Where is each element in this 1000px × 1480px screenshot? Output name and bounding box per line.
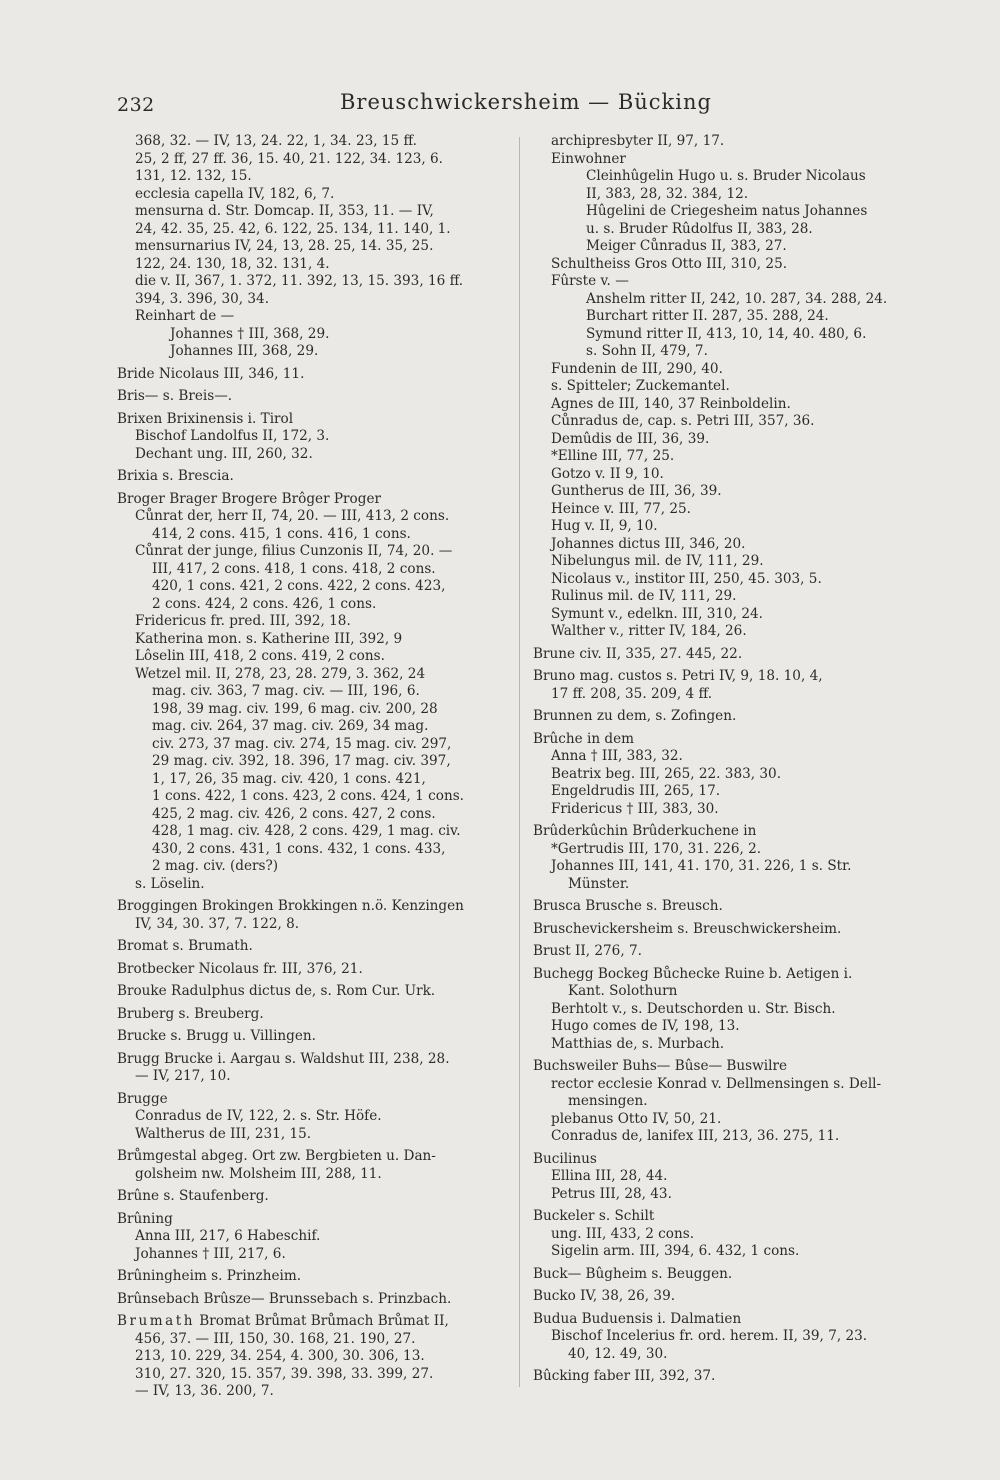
index-entry-heading: Brugge: [117, 1090, 168, 1107]
index-entry-line: mag. civ. 363, 7 mag. civ. — III, 196, 6.: [152, 683, 420, 699]
index-entry-line: Beatrix beg. III, 265, 22. 383, 30.: [551, 765, 782, 782]
index-entry-line: Conradus de IV, 122, 2. s. Str. Höfe.: [135, 1108, 382, 1124]
index-entry-line: Walther v., ritter IV, 184, 26.: [551, 623, 747, 639]
index-entry-line: 414, 2 cons. 415, 1 cons. 416, 1 cons.: [152, 525, 411, 542]
index-entry-line: Meiger Cůnradus II, 383, 27.: [586, 238, 787, 254]
index-entry-line: Symunt v., edelkn. III, 310, 24.: [551, 605, 763, 622]
index-entry-line: Dechant ung. III, 260, 32.: [135, 445, 313, 462]
index-entry-line: Lôselin III, 418, 2 cons. 419, 2 cons.: [135, 648, 385, 664]
index-entry-line: Heince v. III, 77, 25.: [551, 500, 691, 517]
index-entry-line: Engeldrudis III, 265, 17.: [551, 783, 721, 799]
index-entry-line: Gotzo v. II 9, 10.: [551, 465, 664, 482]
index-entry-line: ung. III, 433, 2 cons.: [551, 1225, 695, 1242]
index-entry-heading: Budua Buduensis i. Dalmatien: [533, 1310, 742, 1327]
index-entry-line: s. Spitteler; Zuckemantel.: [551, 378, 730, 394]
index-entry-line: Nicolaus v., institor III, 250, 45. 303, 5.: [551, 570, 822, 587]
index-entry-line: Johannes dictus III, 346, 20.: [551, 535, 746, 552]
index-entry-line: Symund ritter II, 413, 10, 14, 40. 480, 6.: [586, 325, 867, 342]
index-entry-line: Anshelm ritter II, 242, 10. 287, 34. 288, 24.: [586, 290, 888, 307]
index-entry-line: Matthias de, s. Murbach.: [551, 1035, 725, 1052]
index-entry-line: 310, 27. 320, 15. 357, 39. 398, 33. 399, 27.: [135, 1365, 434, 1382]
index-entry-line: II, 383, 28, 32. 384, 12.: [586, 185, 749, 202]
index-entry-line: Anna † III, 383, 32.: [551, 748, 683, 764]
index-entry-line: Münster.: [568, 875, 630, 892]
index-entry-line: Schultheiss Gros Otto III, 310, 25.: [551, 255, 788, 272]
index-entry-line: 40, 12. 49, 30.: [568, 1345, 668, 1362]
index-entry-line: Johannes † III, 368, 29.: [170, 325, 330, 342]
index-entry-line: 1 cons. 422, 1 cons. 423, 2 cons. 424, 1 cons.: [152, 788, 465, 804]
index-entry-heading: Bruschevickersheim s. Breuschwickersheim.: [533, 920, 842, 937]
index-entry-heading: Brunnen zu dem, s. Zofingen.: [533, 708, 737, 724]
index-entry-line: Waltherus de III, 231, 15.: [135, 1125, 312, 1142]
index-column-left: [117, 133, 512, 1401]
index-entry-line: s. Löselin.: [135, 875, 205, 892]
index-entry-heading: Brusca Brusche s. Breusch.: [533, 898, 723, 914]
index-entry-line: Hugo comes de IV, 198, 13.: [551, 1018, 740, 1034]
index-entry-heading: Brûningheim s. Prinzheim.: [117, 1268, 302, 1284]
index-entry-heading: Brûche in dem: [533, 730, 635, 747]
index-entry-line: mensingen.: [568, 1093, 648, 1109]
index-entry-line: 24, 42. 35, 25. 42, 6. 122, 25. 134, 11. 140, 1.: [135, 220, 451, 237]
index-entry-line: 198, 39 mag. civ. 199, 6 mag. civ. 200, 28: [152, 700, 438, 717]
index-entry-heading: Brugg Brucke i. Aargau s. Waldshut III, 238, 28.: [117, 1050, 450, 1067]
index-entry-line: ecclesia capella IV, 182, 6, 7.: [135, 185, 335, 202]
running-head: Breuschwickersheim — Bücking: [340, 90, 712, 114]
index-entry-heading: Bûcking faber III, 392, 37.: [533, 1368, 716, 1384]
index-entry-line: Fridericus † III, 383, 30.: [551, 800, 719, 817]
index-entry-line: Fridericus fr. pred. III, 392, 18.: [135, 613, 351, 629]
index-entry-line: Cůnrat der, herr II, 74, 20. — III, 413, 2 cons.: [135, 508, 450, 524]
index-entry-line: Bischof Incelerius fr. ord. herem. II, 39, 7, 23.: [551, 1328, 868, 1344]
index-entry-line: 2 mag. civ. (ders?): [152, 858, 279, 874]
index-entry-heading: Brucke s. Brugg u. Villingen.: [117, 1028, 316, 1044]
index-entry-line: rector ecclesie Konrad v. Dellmensingen s. Dell-: [551, 1075, 882, 1092]
index-entry-line: Cůnrat der junge, filius Cunzonis II, 74, 20. —: [135, 543, 453, 559]
index-entry-line: Katherina mon. s. Katherine III, 392, 9: [135, 630, 403, 647]
index-entry-heading: Brixen Brixinensis i. Tirol: [117, 410, 294, 427]
index-entry-line: Sigelin arm. III, 394, 6. 432, 1 cons.: [551, 1243, 800, 1259]
index-entry-heading: Bruberg s. Breuberg.: [117, 1005, 264, 1022]
index-entry-line: 25, 2 ff, 27 ff. 36, 15. 40, 21. 122, 34. 123, 6.: [135, 150, 444, 167]
index-entry-line: Johannes † III, 217, 6.: [135, 1245, 286, 1262]
index-entry-heading: Brûnsebach Brûsze— Brunssebach s. Prinzbach.: [117, 1290, 452, 1307]
index-entry-heading: Brouke Radulphus dictus de, s. Rom Cur. Urk.: [117, 983, 436, 999]
index-entry-line: mensurnarius IV, 24, 13, 28. 25, 14. 35, 25.: [135, 238, 434, 254]
index-entry-line: 425, 2 mag. civ. 426, 2 cons. 427, 2 cons.: [152, 805, 436, 822]
index-entry-heading: Bruno mag. custos s. Petri IV, 9, 18. 10, 4,: [533, 668, 823, 684]
spaced-headword: Brumath: [117, 1313, 195, 1329]
index-entry-heading: Bris— s. Breis—.: [117, 388, 233, 404]
index-entry-line: — IV, 217, 10.: [135, 1068, 231, 1084]
index-entry-heading: Buchsweiler Buhs— Bûse— Buswilre: [533, 1058, 787, 1074]
index-entry-line: Ellina III, 28, 44.: [551, 1168, 668, 1184]
index-entry-heading: Buchegg Bockeg Bůchecke Ruine b. Aetigen i.: [533, 965, 853, 982]
index-entry-line: Nibelungus mil. de IV, 111, 29.: [551, 553, 764, 569]
index-entry-line: s. Sohn II, 479, 7.: [586, 343, 708, 359]
index-entry-line: III, 417, 2 cons. 418, 1 cons. 418, 2 cons.: [152, 560, 436, 577]
index-entry-heading: Brůmgestal abgeg. Ort zw. Bergbieten u. Dan-: [117, 1148, 436, 1164]
index-entry-line: plebanus Otto IV, 50, 21.: [551, 1110, 722, 1127]
index-entry-heading: Brust II, 276, 7.: [533, 943, 642, 959]
index-entry-heading: Buck— Bûgheim s. Beuggen.: [533, 1265, 733, 1282]
index-entry-line: 29 mag. civ. 392, 18. 396, 17 mag. civ. 397,: [152, 753, 451, 769]
index-entry-heading: Buckeler s. Schilt: [533, 1208, 655, 1224]
index-entry-line: Agnes de III, 140, 37 Reinboldelin.: [551, 395, 791, 412]
index-entry-line: archipresbyter II, 97, 17.: [551, 133, 725, 149]
index-entry-line: civ. 273, 37 mag. civ. 274, 15 mag. civ. 297,: [152, 735, 452, 752]
index-entry-line: Berhtolt v., s. Deutschorden u. Str. Bisch.: [551, 1000, 836, 1017]
index-entry-heading: Broggingen Brokingen Brokkingen n.ö. Kenzingen: [117, 898, 464, 914]
page-number: 232: [117, 94, 155, 116]
index-entry-line: Conradus de, lanifex III, 213, 36. 275, 11.: [551, 1128, 840, 1144]
index-entry-line: 131, 12. 132, 15.: [135, 168, 252, 184]
index-entry-heading: Brûning: [117, 1210, 173, 1227]
index-entry-heading: Brûne s. Staufenberg.: [117, 1188, 269, 1204]
index-entry-line: Cleinhûgelin Hugo u. s. Bruder Nicolaus: [586, 168, 866, 184]
index-entry-line: Reinhart de —: [135, 308, 235, 324]
index-entry-line: mensurna d. Str. Domcap. II, 353, 11. — IV,: [135, 203, 434, 219]
index-entry-line: 456, 37. — III, 150, 30. 168, 21. 190, 27.: [135, 1330, 416, 1347]
index-entry-line: Johannes III, 368, 29.: [170, 343, 319, 359]
index-entry-line: Cůnradus de, cap. s. Petri III, 357, 36.: [551, 413, 815, 429]
index-entry-heading: Brixia s. Brescia.: [117, 468, 234, 484]
index-entry-line: Bischof Landolfus II, 172, 3.: [135, 428, 330, 444]
index-entry-line: *Elline III, 77, 25.: [551, 448, 675, 464]
index-entry-line: Petrus III, 28, 43.: [551, 1185, 672, 1202]
index-entry-line: 430, 2 cons. 431, 1 cons. 432, 1 cons. 433,: [152, 840, 446, 857]
index-entry-line: Kant. Solothurn: [568, 983, 678, 999]
index-column-right: [533, 133, 933, 1386]
index-entry-line: die v. II, 367, 1. 372, 11. 392, 13, 15. 393, 16 ff.: [135, 273, 464, 289]
index-entry-line: 1, 17, 26, 35 mag. civ. 420, 1 cons. 421,: [152, 770, 426, 787]
index-entry-line: Rulinus mil. de IV, 111, 29.: [551, 588, 737, 604]
index-entry-line: 428, 1 mag. civ. 428, 2 cons. 429, 1 mag. civ.: [152, 823, 461, 839]
index-entry-heading: Bride Nicolaus III, 346, 11.: [117, 365, 305, 382]
index-entry-heading: Broger Brager Brogere Brôger Proger: [117, 490, 381, 507]
index-entry-line: Anna III, 217, 6 Habeschif.: [135, 1228, 321, 1244]
column-divider: [519, 137, 520, 1387]
index-entry-heading: Brotbecker Nicolaus fr. III, 376, 21.: [117, 960, 363, 977]
index-entry-line: Einwohner: [551, 150, 626, 167]
index-entry-line: Wetzel mil. II, 278, 23, 28. 279, 3. 362, 24: [135, 665, 426, 682]
index-entry-line: Fundenin de III, 290, 40.: [551, 360, 723, 377]
index-entry-line: IV, 34, 30. 37, 7. 122, 8.: [135, 915, 300, 932]
index-entry-line: Guntherus de III, 36, 39.: [551, 483, 722, 499]
index-entry-line: Fûrste v. —: [551, 273, 629, 289]
index-entry-heading: Bucko IV, 38, 26, 39.: [533, 1288, 676, 1304]
headword-rest: Bromat Brůmat Brůmach Brůmat II,: [194, 1313, 449, 1329]
index-entry-heading: [117, 1313, 512, 1331]
index-entry-line: Hug v. II, 9, 10.: [551, 518, 658, 534]
index-entry-heading: Bromat s. Brumath.: [117, 938, 253, 954]
index-entry-line: *Gertrudis III, 170, 31. 226, 2.: [551, 840, 762, 857]
index-entry-line: Hûgelini de Criegesheim natus Johannes: [586, 203, 868, 219]
index-entry-heading: Brune civ. II, 335, 27. 445, 22.: [533, 645, 743, 662]
index-entry-line: 213, 10. 229, 34. 254, 4. 300, 30. 306, 13.: [135, 1348, 425, 1364]
index-entry-line: 122, 24. 130, 18, 32. 131, 4.: [135, 255, 330, 272]
index-entry-line: Burchart ritter II. 287, 35. 288, 24.: [586, 308, 829, 324]
index-entry-line: golsheim nw. Molsheim III, 288, 11.: [135, 1165, 382, 1182]
index-entry-heading: Brûderkûchin Brûderkuchene in: [533, 823, 757, 839]
index-entry-line: 17 ff. 208, 35. 209, 4 ff.: [551, 685, 713, 702]
index-entry-line: 420, 1 cons. 421, 2 cons. 422, 2 cons. 423,: [152, 578, 446, 594]
index-entry-line: — IV, 13, 36. 200, 7.: [135, 1383, 274, 1399]
index-entry-line: Demûdis de III, 36, 39.: [551, 430, 710, 447]
index-entry-line: 368, 32. — IV, 13, 24. 22, 1, 34. 23, 15 ff.: [135, 133, 417, 149]
index-entry-line: u. s. Bruder Rûdolfus II, 383, 28.: [586, 220, 813, 237]
index-entry-line: 2 cons. 424, 2 cons. 426, 1 cons.: [152, 595, 377, 612]
index-entry-line: 394, 3. 396, 30, 34.: [135, 290, 270, 307]
index-entry-heading: Bucilinus: [533, 1150, 597, 1167]
index-entry-line: Johannes III, 141, 41. 170, 31. 226, 1 s. Str.: [551, 858, 852, 874]
index-entry-line: mag. civ. 264, 37 mag. civ. 269, 34 mag.: [152, 718, 429, 734]
